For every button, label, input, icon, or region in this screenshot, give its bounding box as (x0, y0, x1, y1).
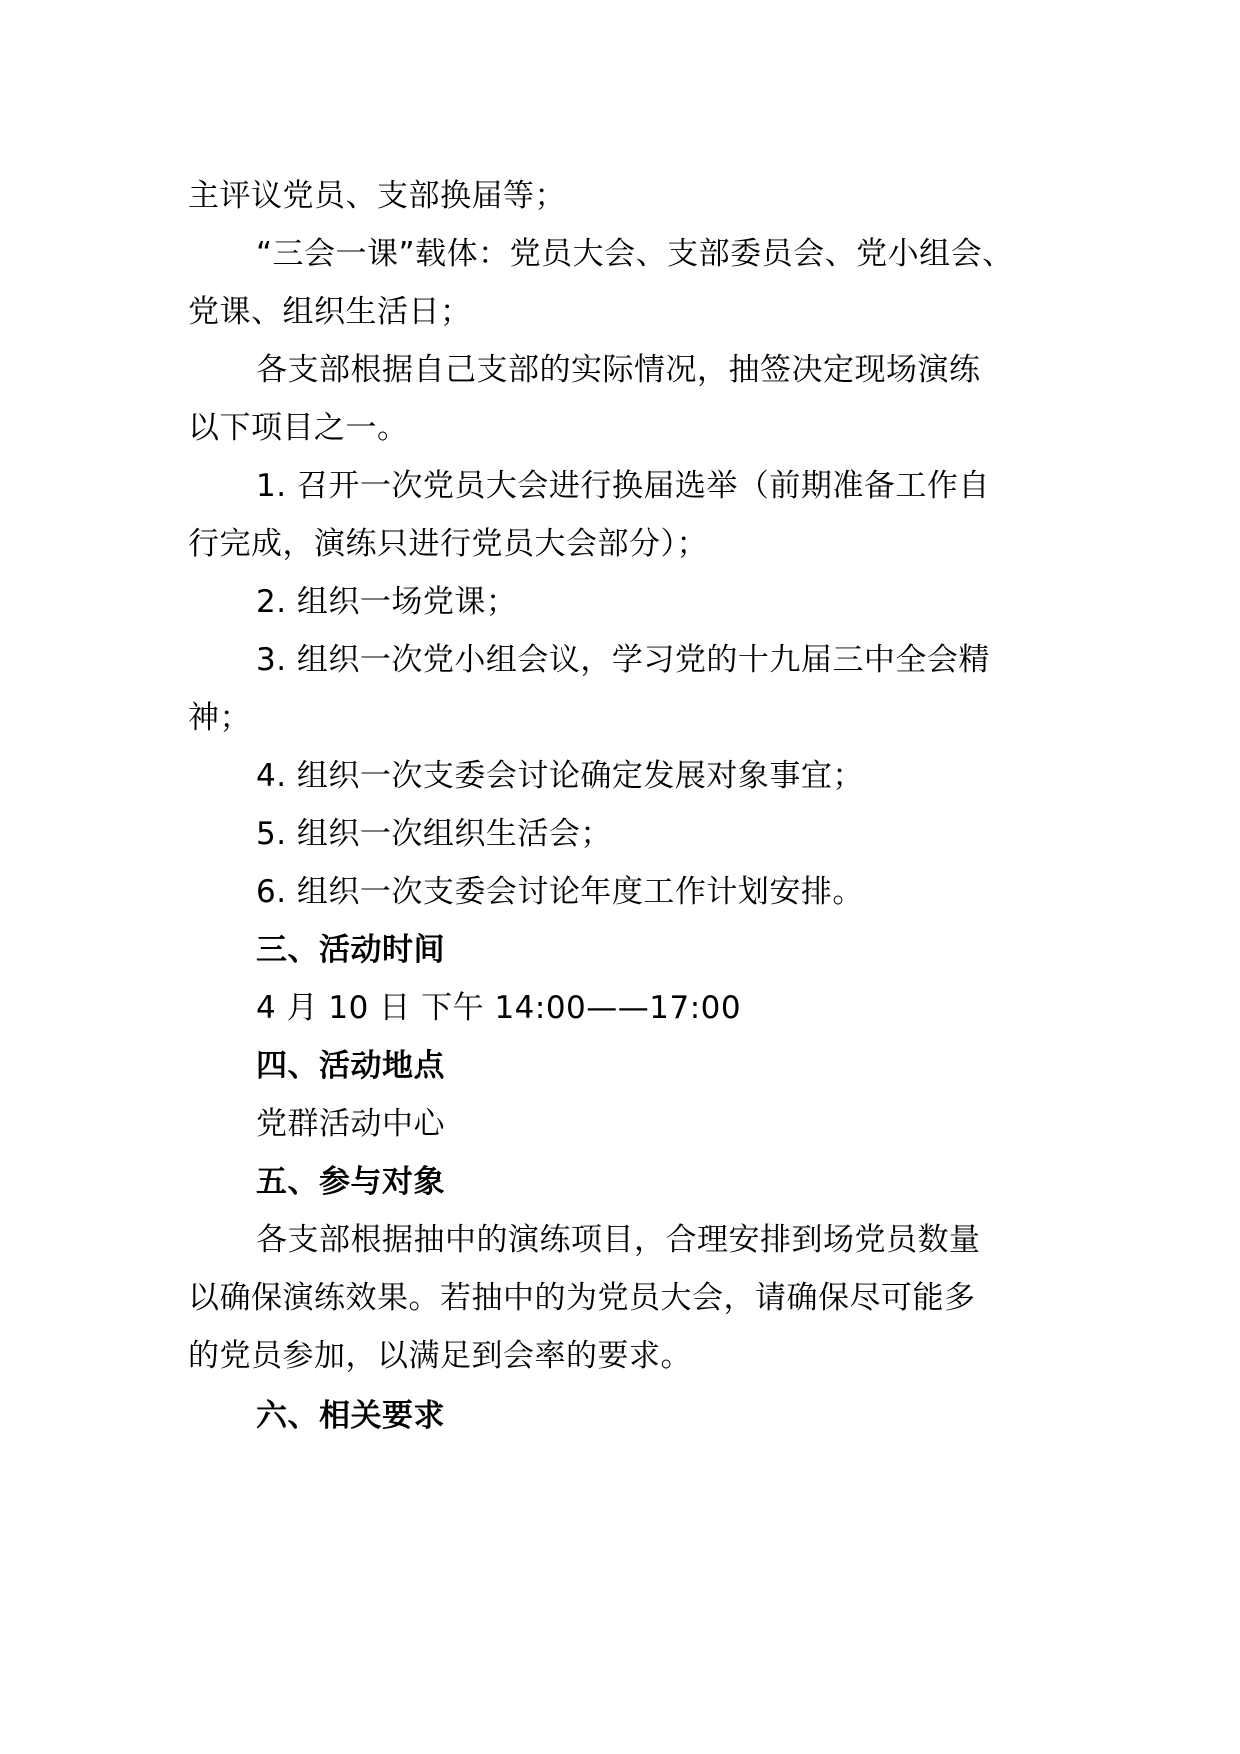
list-item-1: 1. 召开一次党员大会进行换届选举（前期准备工作自 (256, 468, 990, 504)
activity-time: 4 月 10 日 下午 14:00——17:00 (256, 990, 742, 1026)
paragraph-line: 各支部根据自己支部的实际情况，抽签决定现场演练 (256, 352, 981, 388)
list-item-3-cont: 神； (188, 700, 251, 736)
section-heading-time: 三、活动时间 (256, 932, 445, 968)
paragraph-line: 以确保演练效果。若抽中的为党员大会，请确保尽可能多 (188, 1280, 976, 1316)
paragraph-line: “三会一课”载体：党员大会、支部委员会、党小组会、 (256, 236, 1014, 272)
paragraph-line: 主评议党员、支部换届等； (188, 178, 566, 214)
list-item-2: 2. 组织一场党课； (256, 584, 518, 620)
list-item-3: 3. 组织一次党小组会议，学习党的十九届三中全会精 (256, 642, 990, 678)
list-item-1-cont: 行完成，演练只进行党员大会部分）； (188, 526, 708, 562)
paragraph-line: 各支部根据抽中的演练项目，合理安排到场党员数量 (256, 1222, 981, 1258)
paragraph-line: 以下项目之一。 (188, 410, 409, 446)
section-heading-requirements: 六、相关要求 (256, 1398, 445, 1434)
list-item-6: 6. 组织一次支委会讨论年度工作计划安排。 (256, 874, 864, 910)
paragraph-line: 的党员参加，以满足到会率的要求。 (188, 1338, 692, 1374)
section-heading-place: 四、活动地点 (256, 1048, 445, 1084)
section-heading-participants: 五、参与对象 (256, 1164, 445, 1200)
paragraph-line: 党课、组织生活日； (188, 294, 472, 330)
list-item-5: 5. 组织一次组织生活会； (256, 816, 612, 852)
list-item-4: 4. 组织一次支委会讨论确定发展对象事宜； (256, 758, 864, 794)
activity-place: 党群活动中心 (256, 1106, 445, 1142)
